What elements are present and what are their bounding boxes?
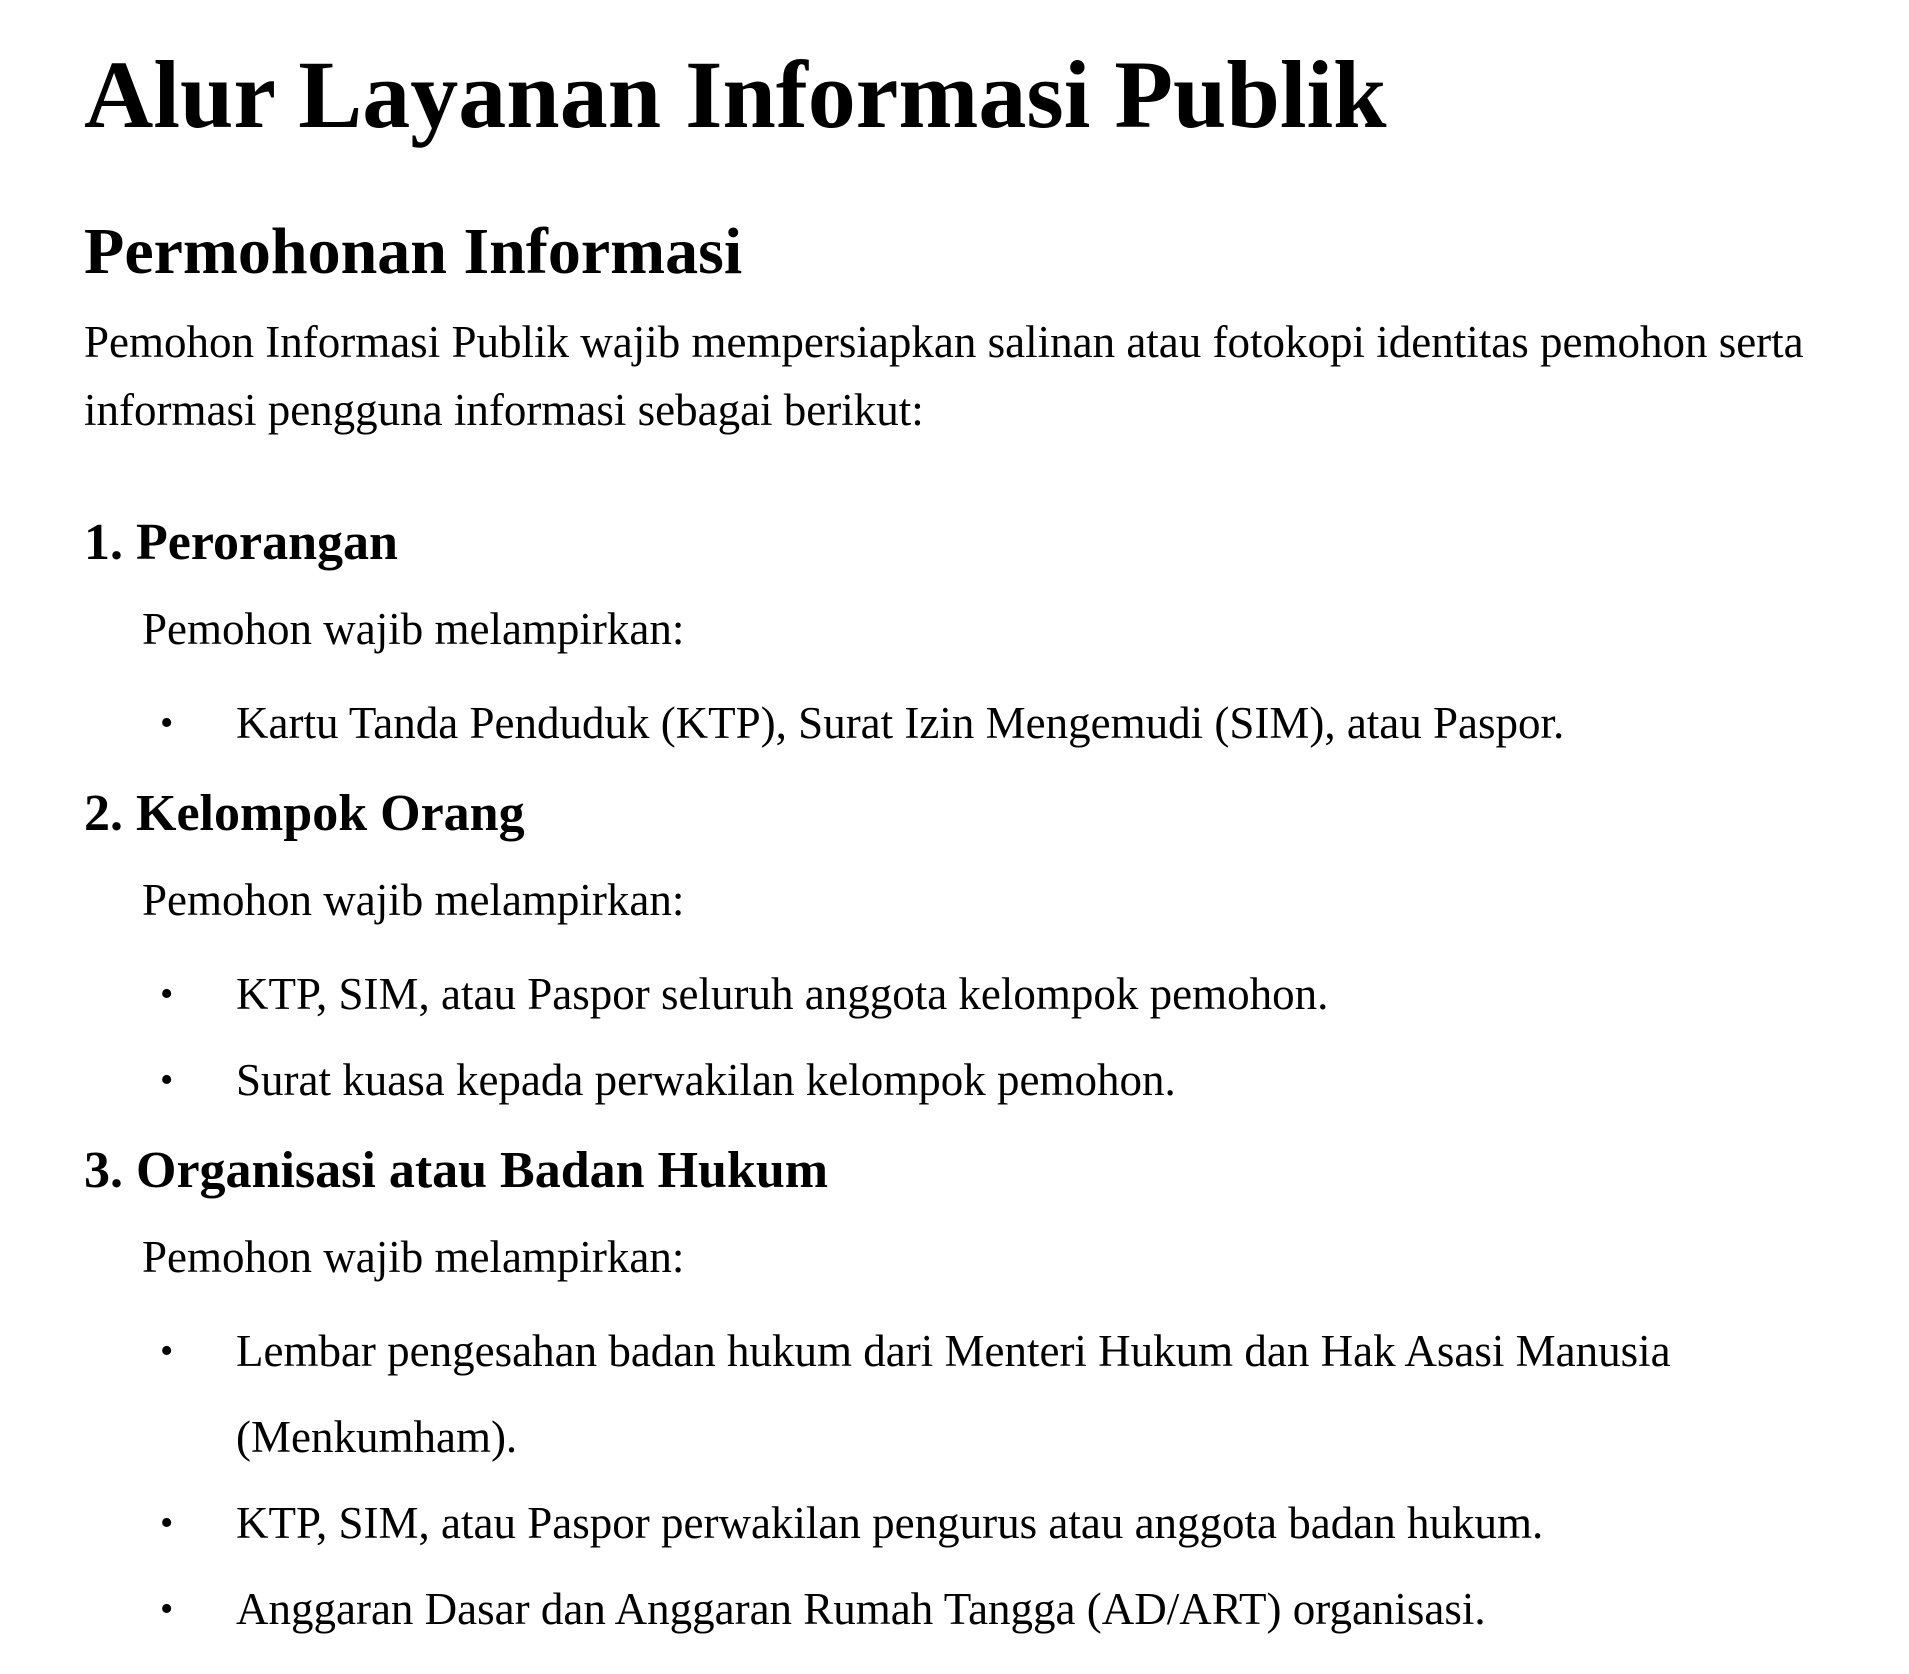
section-intro: Pemohon Informasi Publik wajib mempersiapkan salinan atau fotokopi identitas pemohon serta informasi pengguna informasi sebagai berikut: bbox=[84, 317, 1804, 435]
category-organisasi-badan-hukum bbox=[84, 1138, 1884, 1652]
category-heading: 3. Organisasi atau Badan Hukum bbox=[84, 1142, 829, 1199]
category-lead: Pemohon wajib melampirkan: bbox=[142, 604, 685, 654]
category-perorangan bbox=[84, 510, 1884, 766]
category-kelompok-orang bbox=[84, 781, 1884, 1123]
list-item-text: KTP, SIM, atau Paspor perwakilan pengurus atau anggota badan hukum. bbox=[236, 1498, 1544, 1548]
list-item bbox=[84, 951, 1909, 1037]
bullet-icon: • bbox=[160, 1059, 174, 1101]
list-item bbox=[84, 680, 1909, 766]
category-lead: Pemohon wajib melampirkan: bbox=[142, 1232, 685, 1282]
bullet-icon: • bbox=[160, 1588, 174, 1630]
category-heading: 1. Perorangan bbox=[84, 514, 398, 571]
requirement-list bbox=[84, 680, 1884, 766]
list-item-text: Lembar pengesahan badan hukum dari Menteri Hukum dan Hak Asasi Manusia (Menkumham). bbox=[236, 1326, 1671, 1462]
list-item-text: Kartu Tanda Penduduk (KTP), Surat Izin Mengemudi (SIM), atau Paspor. bbox=[236, 698, 1565, 748]
category-lead: Pemohon wajib melampirkan: bbox=[142, 875, 685, 925]
bullet-icon: • bbox=[160, 1330, 174, 1372]
list-item bbox=[84, 1480, 1909, 1566]
bullet-icon: • bbox=[160, 973, 174, 1015]
section-title: Permohonan Informasi bbox=[84, 215, 743, 288]
bullet-icon: • bbox=[160, 702, 174, 744]
requirement-list bbox=[84, 1308, 1884, 1652]
list-item bbox=[84, 1566, 1909, 1652]
requirement-list bbox=[84, 951, 1884, 1123]
list-item bbox=[84, 1037, 1909, 1123]
list-item-text: KTP, SIM, atau Paspor seluruh anggota kelompok pemohon. bbox=[236, 969, 1329, 1019]
list-item-text: Surat kuasa kepada perwakilan kelompok pemohon. bbox=[236, 1055, 1176, 1105]
list-item bbox=[84, 1308, 1909, 1480]
bullet-icon: • bbox=[160, 1502, 174, 1544]
list-item-text: Anggaran Dasar dan Anggaran Rumah Tangga (AD/ART) organisasi. bbox=[236, 1584, 1486, 1634]
category-heading: 2. Kelompok Orang bbox=[84, 785, 525, 842]
page-title: Alur Layanan Informasi Publik bbox=[84, 41, 1387, 148]
